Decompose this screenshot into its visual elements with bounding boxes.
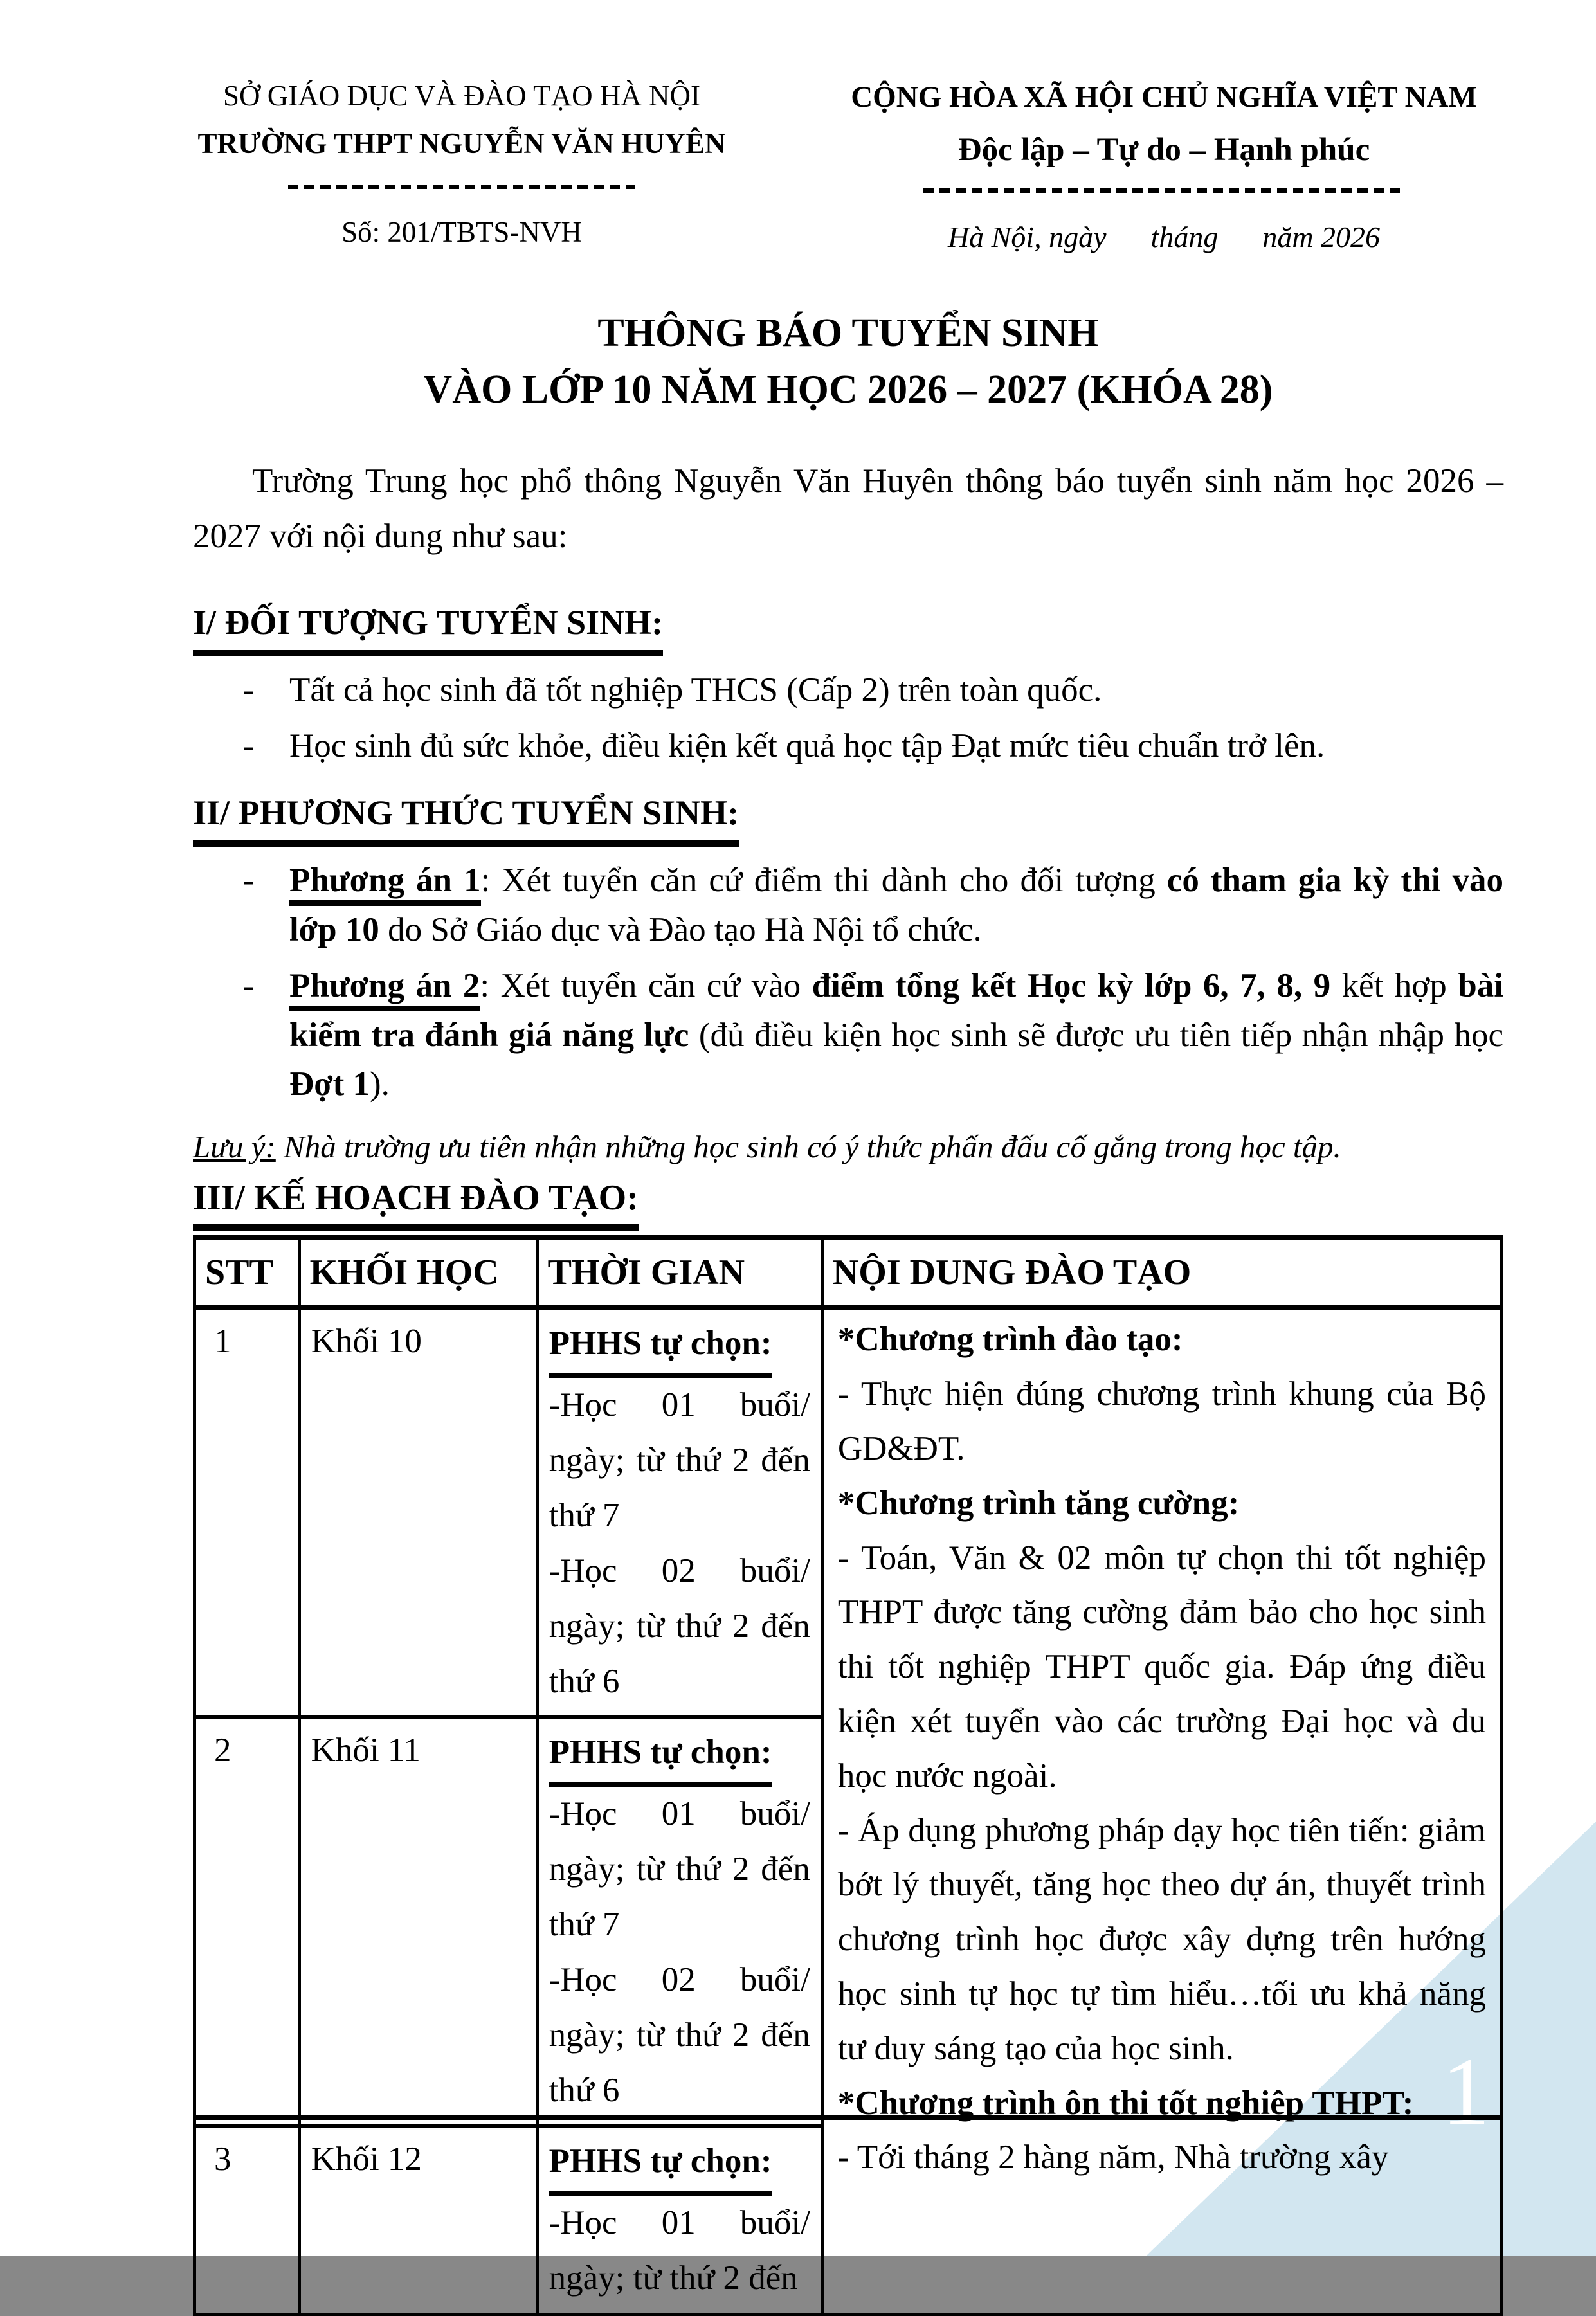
time-option-title: PHHS tự chọn: [549,2134,772,2196]
title-line-1: THÔNG BÁO TUYỂN SINH [597,311,1099,355]
cell-stt: 1 [195,1307,300,1717]
document-number: Số: 201/TBTS-NVH [341,216,582,248]
cell-training-content [822,1307,1501,2314]
time-option-line: -Học 01 buổi/ ngày; từ thứ 2 đến thứ 7 [549,1795,810,1943]
national-header-block [824,75,1503,259]
section-1-heading: I/ ĐỐI TƯỢNG TUYỂN SINH: [193,597,663,656]
time-option-line: -Học 02 buổi/ ngày; từ thứ 2 đến thứ 6 [549,1960,810,2109]
department-name: SỞ GIÁO DỤC VÀ ĐÀO TẠO HÀ NỘI [222,80,701,112]
list-item-text: Tất cả học sinh đã tốt nghiệp THCS (Cấp 2) trên toàn quốc. [289,671,1102,709]
section-admission-method [193,787,1503,1171]
list-item [193,961,1503,1110]
content-paragraph: - Tới tháng 2 hàng năm, Nhà trường xây [837,2139,1389,2176]
col-header-time: THỜI GIAN [537,1238,822,1308]
section-2-items [193,856,1503,1109]
place-date-line: Hà Nội, ngày tháng năm 2026 [947,221,1381,253]
note-label: Lưu ý: [193,1129,276,1165]
cell-time [537,1717,822,2126]
note-line [193,1123,1503,1171]
option-1-text: : Xét tuyển căn cứ điểm thi dành cho đối tượng [480,862,1167,899]
time-option-line: -Học 01 buổi/ ngày; từ thứ 2 đến [549,2204,810,2297]
table-row [195,1307,1502,1717]
content-heading: *Chương trình tăng cường: [837,1484,1240,1522]
cell-stt: 2 [195,1717,300,2126]
section-admission-target [193,597,1503,771]
document-title [193,305,1503,418]
section-1-items [193,665,1503,771]
cell-time [537,2126,822,2315]
list-item [193,856,1503,955]
cell-grade: Khối 10 [299,1307,537,1717]
cell-grade: Khối 12 [299,2126,537,2315]
time-option-line: -Học 01 buổi/ ngày; từ thứ 2 đến thứ 7 [549,1386,810,1534]
col-header-stt: STT [195,1238,300,1308]
section-2-heading: II/ PHƯƠNG THỨC TUYỂN SINH: [193,787,739,847]
dashed-divider [288,185,635,189]
option-2-text: kết hợp [1330,966,1458,1004]
cell-time [537,1307,822,1717]
training-plan-table [193,1235,1503,2316]
school-name: TRƯỜNG THPT NGUYỄN VĂN HUYÊN [197,127,726,159]
list-item [193,665,1503,715]
col-header-grade: KHỐI HỌC [299,1238,537,1308]
content-paragraph: - Toán, Văn & 02 môn tự chọn thi tốt nghiệp THPT được tăng cường đảm bảo cho học sinh thi tốt nghiệp THPT quốc gia. Đáp ứng điều kiện xét tuyển vào các trường Đại học và du học nước ngoài. [837,1539,1486,1795]
time-option-title: PHHS tự chọn: [549,1316,772,1378]
option-2-bold: bài kiểm tra đánh giá năng lực [289,966,1503,1054]
content-heading: *Chương trình ôn thi tốt nghiệp THPT: [837,2084,1414,2122]
page-number: 1 [1442,2038,1490,2145]
note-text: Nhà trường ưu tiên nhận những học sinh có ý thức phấn đấu cố gắng trong học tập. [275,1129,1341,1165]
issuing-authority-block [193,75,730,259]
table-header-row [195,1238,1502,1308]
option-2-bold: điểm tổng kết Học kỳ lớp 6, 7, 8, 9 [812,966,1331,1004]
option-1-bold: có tham gia kỳ thi vào lớp 10 [289,862,1503,948]
section-3-heading: III/ KẾ HOẠCH ĐÀO TẠO: [193,1173,639,1231]
option-2-text: ). [370,1065,390,1103]
document-content [193,0,1503,2297]
cell-stt: 3 [195,2126,300,2315]
cell-grade: Khối 11 [299,1717,537,2126]
section-training-plan [193,1173,1503,2297]
intro-paragraph: Trường Trung học phổ thông Nguyễn Văn Huyên thông báo tuyển sinh năm học 2026 – 2027 với nội dung như sau: [193,462,1503,555]
bullet-marker: - [243,966,255,1004]
national-motto-line2: Độc lập – Tự do – Hạnh phúc [957,131,1370,168]
content-paragraph: - Thực hiện đúng chương trình khung của Bộ GD&ĐT. [837,1375,1486,1467]
content-paragraph: - Áp dụng phương pháp dạy học tiên tiến: giảm bớt lý thuyết, tăng học theo dự án, thuyết trình chương trình học được xây dựng trên hướng học sinh tự học tự tìm hiểu…tối ưu khả năng tư duy sáng tạo của học sinh. [837,1811,1486,2067]
dashed-divider [923,188,1404,193]
option-2-bold: Đợt 1 [289,1065,370,1103]
option-2-text: (đủ điều kiện học sinh sẽ được ưu tiên tiếp nhận nhập học [689,1016,1503,1054]
training-plan-table-wrapper [193,1235,1503,2297]
time-option-line: -Học 02 buổi/ ngày; từ thứ 2 đến thứ 6 [549,1552,810,1700]
title-line-2: VÀO LỚP 10 NĂM HỌC 2026 – 2027 (KHÓA 28) [423,368,1273,412]
content-heading: *Chương trình đào tạo: [837,1321,1183,1359]
document-header [193,0,1503,259]
option-1-text: do Sở Giáo dục và Đào tạo Hà Nội tổ chức. [379,910,982,948]
time-option-title: PHHS tự chọn: [549,1725,772,1787]
list-item [193,721,1503,771]
option-2-text: : Xét tuyển căn cứ vào [480,966,812,1004]
list-item-text: Học sinh đủ sức khỏe, điều kiện kết quả học tập Đạt mức tiêu chuẩn trở lên. [289,727,1325,764]
col-header-content: NỘI DUNG ĐÀO TẠO [822,1238,1501,1308]
option-1-label: Phương án 1 [289,862,481,906]
national-motto-line1: CỘNG HÒA XÃ HỘI CHỦ NGHĨA VIỆT NAM [851,80,1477,114]
bullet-marker: - [243,671,255,709]
option-2-label: Phương án 2 [289,967,480,1011]
bullet-marker: - [243,727,255,764]
bullet-marker: - [243,862,255,899]
